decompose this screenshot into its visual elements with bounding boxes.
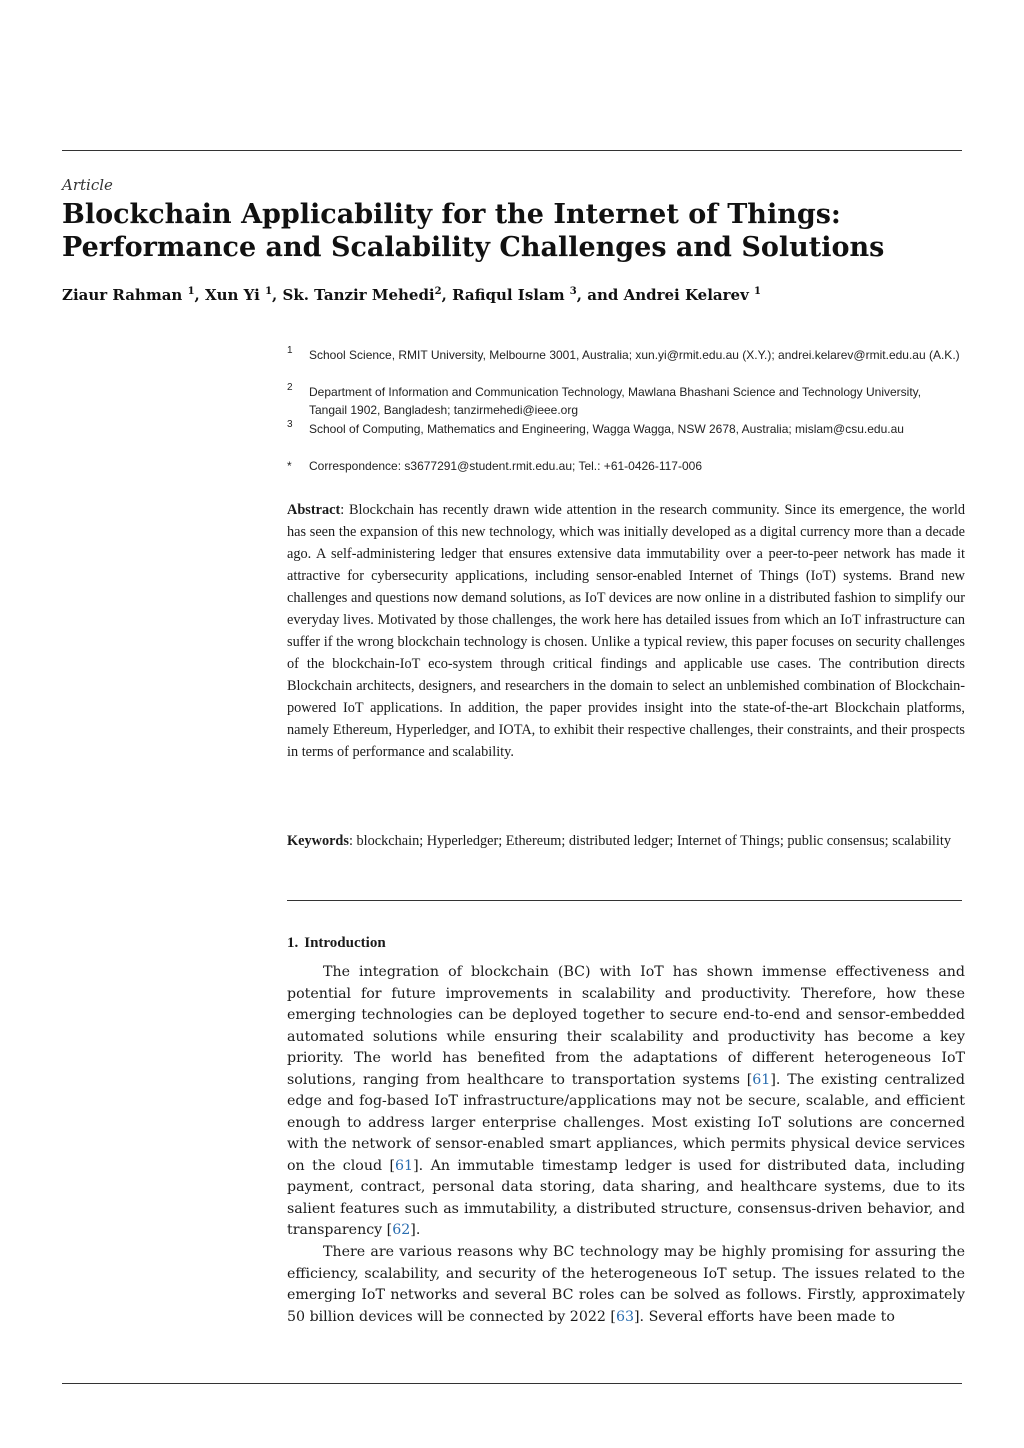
affiliation-3 xyxy=(287,420,962,438)
abstract: Abstract: Blockchain has recently drawn wide attention in the research community. Since its emergence, the world has seen the expansion of this new technology, which was initially developed as a digital currency more than a decade ago. A self-administering ledger that ensures extensive data immutability over a peer-to-peer network has made it attractive for cybersecurity applications, including sensor-enabled Internet of Things (IoT) systems. Brand new challenges and questions now demand solutions, as IoT devices are now online in a distributed fashion to simplify our everyday lives. Motivated by those challenges, the work here has detailed issues from which an IoT infrastructure can suffer if the wrong blockchain technology is chosen. Unlike a typical review, this paper focuses on security challenges of the blockchain-IoT eco-system through critical findings and applicable use cases. The contribution directs Blockchain architects, designers, and researchers in the domain to select an unblemished combination of Blockchain-powered IoT applications. In addition, the paper provides insight into the state-of-the-art Blockchain platforms, namely Ethereum, Hyperledger, and IOTA, to exhibit their respective challenges, their constraints, and their prospects in terms of performance and scalability. xyxy=(287,502,965,760)
citation-link[interactable]: 61 xyxy=(395,1157,414,1174)
paragraph-text: ]. The existing centralized edge and fog-based IoT infrastructure/applications may not be secure, scalable, and efficient enough to address larger enterprise challenges. Most existing IoT solutions are concerned with the network of sensor-enabled smart appliances, which permits physical device services on the cloud [ xyxy=(287,1071,965,1174)
affiliation-text: School Science, RMIT University, Melbourne 3001, Australia; xun.yi@rmit.edu.au (X.Y.); andrei.kelarev@rmit.edu.au (A.K.) xyxy=(309,348,960,362)
affiliation-text: Department of Information and Communication Technology, Mawlana Bhashani Science and Technology University, Tangail 1902, Bangladesh; tanzirmehedi@ieee.org xyxy=(309,385,922,417)
section-heading xyxy=(287,935,386,952)
citation-link[interactable]: 63 xyxy=(615,1308,635,1325)
author-name: Sk. Tanzir Mehedi xyxy=(282,286,435,304)
bottom-rule xyxy=(62,1383,962,1384)
author-affiliation-mark: 1 xyxy=(265,286,273,297)
paragraph-text: ]. xyxy=(410,1222,421,1238)
abstract-divider xyxy=(287,900,962,901)
abstract-label: Abstract xyxy=(287,502,341,518)
paragraph-text: ]. Several efforts have been made to xyxy=(634,1308,895,1325)
author-conjunction: and xyxy=(587,286,619,304)
citation-link[interactable]: 61 xyxy=(752,1071,771,1088)
paper-title: Blockchain Applicability for the Internet of Things: Performance and Scalability Challenges and Solutions xyxy=(62,199,885,263)
affiliation-1 xyxy=(287,346,962,364)
author-name: Andrei Kelarev xyxy=(623,286,749,304)
author-affiliation-mark: 3 xyxy=(569,286,577,297)
correspondence-mark: * xyxy=(287,459,292,473)
author-affiliation-mark: 2 xyxy=(434,286,442,297)
affiliation-2 xyxy=(287,383,962,419)
correspondence xyxy=(287,457,962,475)
paragraph-text: There are various reasons why BC technology may be highly promising for assuring the efficiency, scalability, and security of the heterogeneous IoT setup. The issues related to the emerging IoT networks and several BC roles can be solved as follows. Firstly, approximately 50 billion devices will be connected by 2022 [ xyxy=(287,1244,965,1325)
intro-paragraph-2 xyxy=(287,1242,965,1328)
top-rule xyxy=(62,150,962,151)
affiliation-mark: 2 xyxy=(287,382,293,393)
author-name: Ziaur Rahman xyxy=(62,286,183,304)
section-title: Introduction xyxy=(304,935,386,951)
paragraph-text: The integration of blockchain (BC) with IoT has shown immense effectiveness and potential for future improvements in scalability and productivity. Therefore, how these emerging technologies can be deployed together to secure end-to-end and sensor-embedded automated solutions while ensuring their scalability and productivity has become a key priority. The world has benefited from the adaptations of different heterogeneous IoT solutions, ranging from healthcare to transportation systems [ xyxy=(287,964,965,1088)
affiliation-mark: 1 xyxy=(287,345,293,356)
correspondence-text: Correspondence: s3677291@student.rmit.edu.au; Tel.: +61-0426-117-006 xyxy=(309,459,702,473)
abstract-text: Blockchain has recently drawn wide attention in the research community. Since its emergence, the world has seen the expansion of this new technology, which was initially developed as a digital currency more than a decade ago. A self-administering ledger that ensures extensive data immutability over a peer-to-peer network has made it attractive for cybersecurity applications, including sensor-enabled Internet of Things (IoT) systems. Brand new challenges and questions now demand solutions, as IoT devices are now online in a distributed fashion to simplify our everyday lives. Motivated by those challenges, the work here has detailed issues from which an IoT infrastructure can suffer if the wrong blockchain technology is chosen. Unlike a typical review, this paper focuses on security challenges of the blockchain-IoT eco-system through critical findings and applicable use cases. The contribution directs Blockchain architects, designers, and researchers in the domain to select an unblemished combination of Blockchain-powered IoT applications. In addition, the paper provides insight into the state-of-the-art Blockchain platforms, namely Ethereum, Hyperledger, and IOTA, to exhibit their respective challenges, their constraints, and their prospects in terms of performance and scalability. xyxy=(287,502,965,760)
article-type-label: Article xyxy=(62,176,113,194)
intro-paragraph-1 xyxy=(287,962,965,1242)
author-name: Xun Yi xyxy=(205,286,260,304)
keywords-text: blockchain; Hyperledger; Ethereum; distributed ledger; Internet of Things; public consensus; scalability xyxy=(356,833,951,849)
citation-link[interactable]: 62 xyxy=(392,1222,411,1238)
author-affiliation-mark: 1 xyxy=(754,286,762,297)
keywords-label: Keywords xyxy=(287,833,349,849)
author-list: Ziaur Rahman $^1$, Xun Yi $^1$, Sk. Tanzir Mehedi$^2$, Rafiqul Islam $^3$, and Andrei Kelarev $^1$ xyxy=(62,286,762,304)
paragraph-text: ]. An immutable timestamp ledger is used for distributed data, including payment, contract, personal data storing, data sharing, and healthcare systems, due to its salient features such as immutability, a distributed structure, consensus-driven behavior, and transparency [ xyxy=(287,1157,965,1238)
section-number: 1. xyxy=(287,935,299,951)
affiliation-text: School of Computing, Mathematics and Engineering, Wagga Wagga, NSW 2678, Australia; mislam@csu.edu.au xyxy=(309,422,904,436)
keywords: Keywords: blockchain; Hyperledger; Ethereum; distributed ledger; Internet of Things; public consensus; scalability xyxy=(287,833,951,849)
author-affiliation-mark: 1 xyxy=(187,286,195,297)
affiliation-mark: 3 xyxy=(287,419,293,430)
author-name: Rafiqul Islam xyxy=(452,286,565,304)
